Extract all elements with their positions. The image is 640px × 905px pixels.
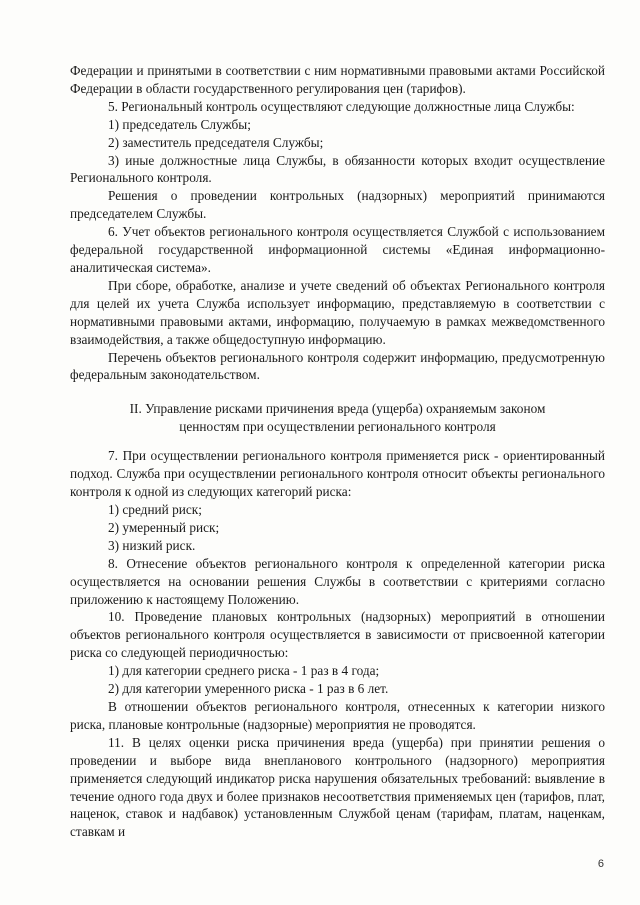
list-item-period-2: 2) для категории умеренного риска - 1 раз в 6 лет. bbox=[108, 681, 389, 697]
item-10-text: 10. Проведение плановых контрольных (надзорных) мероприятий в отношении объектов регионального контроля осуществляется в зависимости от присвоенной категории риска со следующей периодичностью: bbox=[70, 609, 605, 661]
list-item-risk-3: 3) низкий риск. bbox=[108, 537, 196, 553]
page-number: 6 bbox=[597, 858, 604, 870]
list-item-risk-2: 2) умеренный риск; bbox=[108, 519, 220, 535]
item-5-decisions: Решения о проведении контрольных (надзорных) мероприятий принимаются председателем Службы. bbox=[70, 188, 605, 222]
item-6-collection: При сборе, обработке, анализе и учете сведений об объектах Регионального контроля для целей их учета Служба использует информацию, представляемую в соответствии с нормативными правовыми актами, информацию, получаемую в рамках межведомственного взаимодействия, а также общедоступную информацию. bbox=[70, 277, 605, 347]
section-2-title-line-2: ценностям при осуществлении регионального контроля bbox=[179, 419, 496, 435]
item-11-text: 11. В целях оценки риска причинения вреда (ущерба) при принятии решения о проведении и выборе вида внепланового контрольного (надзорного) мероприятия применяется следующий индикатор риска нарушения обязательных требований: выявление в течение одного года двух и более признаков несоответствия применяемых цен (тарифов, плат, наценок, ставок и надбавок) установленным Службой ценам (тарифам, платам, наценкам, ставкам и bbox=[70, 734, 605, 840]
list-item-risk-1: 1) средний риск; bbox=[108, 502, 202, 518]
document-body bbox=[70, 62, 605, 841]
item-6-list-contents: Перечень объектов регионального контроля содержит информацию, предусмотренную федеральным законодательством. bbox=[70, 349, 605, 383]
item-8-text: 8. Отнесение объектов регионального контроля к определенной категории риска осуществляется на основании решения Службы в соответствии с критериями согласно приложению к настоящему Положению. bbox=[70, 555, 605, 607]
list-item-official-2: 2) заместитель председателя Службы; bbox=[108, 134, 324, 150]
section-2-heading bbox=[70, 400, 605, 436]
list-item-official-1: 1) председатель Службы; bbox=[108, 116, 251, 132]
list-item-official-3: 3) иные должностные лица Службы, в обязанности которых входит осуществление Регионального контроля. bbox=[70, 152, 605, 186]
paragraph-continuation: Федерации и принятыми в соответствии с ним нормативными правовыми актами Российской Федерации в области государственного регулирования цен (тарифов). bbox=[70, 63, 605, 96]
item-5-intro: 5. Региональный контроль осуществляют следующие должностные лица Службы: bbox=[108, 98, 575, 114]
item-10-low-risk: В отношении объектов регионального контроля, отнесенных к категории низкого риска, плановые контрольные (надзорные) мероприятия не проводятся. bbox=[70, 699, 605, 732]
item-6-text: 6. Учет объектов регионального контроля осуществляется Службой с использованием федеральной государственной информационной системы «Единая информационно-аналитическая система». bbox=[70, 224, 605, 275]
section-2-title-line-1: II. Управление рисками причинения вреда (ущерба) охраняемым законом bbox=[129, 401, 546, 417]
item-7-text: 7. При осуществлении регионального контроля применяется риск - ориентированный подход. Служба при осуществлении регионального контроля относит объекты регионального контроля к одной из следующих категорий риска: bbox=[70, 448, 605, 500]
list-item-period-1: 1) для категории среднего риска - 1 раз в 4 года; bbox=[108, 663, 380, 679]
